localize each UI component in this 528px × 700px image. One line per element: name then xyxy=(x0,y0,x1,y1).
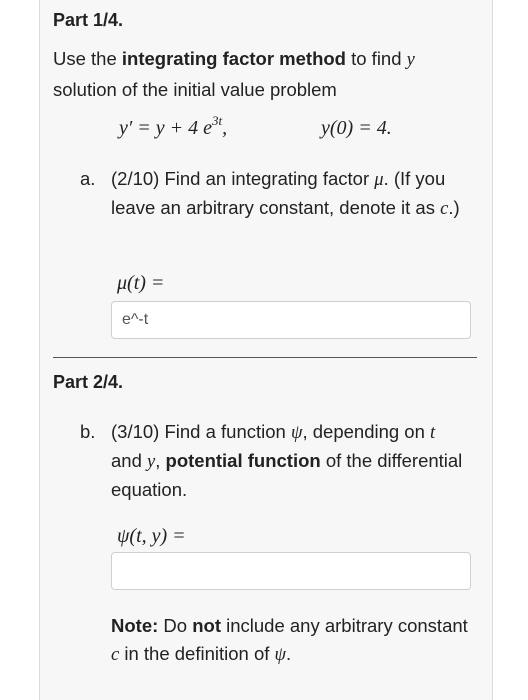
mu-answer-label: μ(t) = xyxy=(117,272,165,294)
question-b-comma: , xyxy=(155,450,166,471)
psi-answer-label: ψ(t, y) = xyxy=(117,525,186,547)
intro-method-bold: integrating factor method xyxy=(121,48,346,69)
question-b-letter: b. xyxy=(80,421,96,442)
ode-equation xyxy=(119,113,228,140)
note-period: . xyxy=(286,643,292,664)
intro-text-3: solution of the initial value problem xyxy=(53,79,337,100)
question-a-part-1: (2/10) Find an integrating factor xyxy=(111,168,375,189)
intro-text-2: to find xyxy=(345,48,407,69)
ode-comma: , xyxy=(222,117,228,139)
ode-lhs: y′ = y + 4 e xyxy=(119,117,212,139)
note-constant-c: c xyxy=(111,645,120,665)
question-a-part-3: .) xyxy=(448,197,460,218)
psi-answer-input[interactable] xyxy=(111,552,471,590)
note-part-3: in the definition of xyxy=(119,643,275,664)
note-part-1: Do xyxy=(158,615,193,636)
mu-answer-input[interactable] xyxy=(111,301,471,339)
question-a-letter: a. xyxy=(80,168,96,189)
var-t: t xyxy=(430,423,436,443)
question-a-part-2: . (If you leave an arbitrary constant, denote it as xyxy=(111,168,446,218)
psi-symbol: ψ xyxy=(290,423,303,443)
part-1-title: Part 1/4. xyxy=(53,10,124,30)
question-a-text xyxy=(111,165,481,223)
note-not-bold: not xyxy=(192,615,221,636)
ode-exponent: 3t xyxy=(212,113,223,128)
question-b-part-3: of the differential equation. xyxy=(111,450,463,500)
question-b-part-1: (3/10) Find a function xyxy=(111,421,291,442)
mu-symbol: μ xyxy=(374,170,384,190)
note-psi-symbol: ψ xyxy=(274,645,287,665)
note-text xyxy=(111,612,471,669)
intro-text-1: Use the xyxy=(53,48,122,69)
problem-panel xyxy=(39,0,493,700)
part-divider xyxy=(53,357,477,358)
question-b-part-2: , depending on xyxy=(302,421,431,442)
question-b-and: and xyxy=(111,450,148,471)
var-y: y xyxy=(147,452,156,472)
potential-function-bold: potential function xyxy=(165,450,321,471)
note-part-2: include any arbitrary constant xyxy=(220,615,468,636)
part-1-intro xyxy=(53,44,473,104)
note-label: Note: xyxy=(111,615,159,636)
question-b-text xyxy=(111,418,481,504)
intro-var-y: y xyxy=(406,50,415,70)
initial-condition: y(0) = 4. xyxy=(321,117,392,139)
part-2-title: Part 2/4. xyxy=(53,372,124,392)
constant-c: c xyxy=(440,199,449,219)
